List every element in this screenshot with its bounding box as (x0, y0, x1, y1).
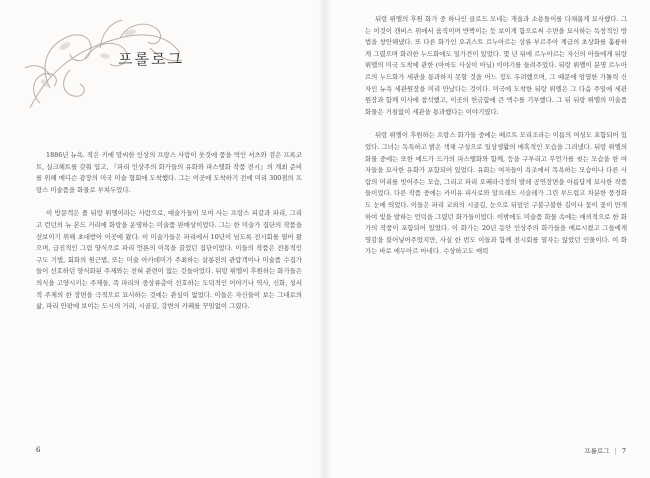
paragraph: 1886년 뉴욕. 작은 키에 맘씨한 인상의 프랑스 사람이 웃것에 품을 먹인 셔츠와 검은 프록코트, 실크해트를 갖춰 입고, 『파리 인상주의 화가들의 유화와 파스텔화 작품 전시』의 개최 준비를 위해 매디슨 광장의 미국 미술 협회에 도착했다. 그는 이곳에 도착하기 전에 미리 300점의 프랑스 미술품을 화물로 부쳐두었다. (36, 151, 302, 194)
running-head: 프롤로그 (584, 447, 610, 455)
left-text-column (36, 150, 302, 325)
right-page (325, 0, 650, 478)
running-footer (584, 446, 626, 455)
chapter-title: 프롤로그 (118, 50, 184, 68)
page-number-left: 6 (36, 446, 41, 454)
right-text-column (365, 14, 627, 270)
paragraph: 뒤랑 뤼엘의 후원 화가 중 하나인 클로드 모네는 개울과 소용돌이를 다채롭게 묘사했다. 그는 이것이 캔버스 위에서 움직이며 반짝이는 듯 보이게 함으로써 수면을 묘사하는 독창적인 방법을 창안해냈다. 또 다른 화가인 오귀스트 르누아르는 상류 부르주아 계급의 초상화를 훌륭하게 그렸으며 화려한 누드화에도 일가견이 있었다. 몇 년 뒤에 르누아르는 자신의 아들에게 뒤랑 뤼엘의 미국 도착에 관한 (아마도 사실이 아닐) 이야기를 들려주었다. 뒤랑 뤼엘이 분명 르누아르의 누드화가 세관을 통과하지 못할 것을 어느 정도 우려했으며, 그 때문에 엄열한 가톨릭 신자인 뉴욕 세관원장을 미리 만났다는 것이다. 미국에 도착한 뒤랑 뤼엘은 그 다음 주일에 세관원장과 함께 미사에 참석했고, 이곳의 헌금함에 큰 액수를 기부했다. 그 뒤 뒤랑 뤼엘의 미술품 화물은 거침없이 세관을 통과했다는 이야기였다. (365, 15, 627, 116)
paragraph: 뒤랑 뤼엘이 후원하는 프랑스 화가들 중에는 베르트 모리조라는 이름의 여성도 포함되어 있었다. 그녀는 독특하고 밝은 색채 구성으로 일상생활의 매혹적인 모습을 그려냈다. 뒤랑 뤼엘의 화물 중에는 또한 에드가 드가의 파스텔화와 함께, 등을 구부리고 무언가를 씻는 모습을 한 여자들을 묘사한 유화가 포함되어 있었다. 유화는 여자들이 욕조에서 목욕하는 모습이나 다른 사람의 머리를 빗어주는 모습, 그리고 파리 오페라극장의 발레 공연장면을 아름답게 묘사한 작품들이었다. 다른 작품 중에는 카미유 피사로와 알프레드 시슬레가 그린 부드럽고 차분한 풍경화도 눈에 띄었다. 이들은 파리 교외의 시골길, 눈으로 뒤덮인 구불구불한 길이나 꽃이 꽃이 만개하여 빛을 발하는 언덕을 그렸던 화가들이었다. 이밖에도 미술품 화물 속에는 애의적으로 한 화가의 작품이 포함되어 있었다. 이 화가는 20년 동안 인상주의 화가들을 매료시켰고 그들에게 영감을 불어넣어주었지만, 사실 한 번도 이들과 함께 전시회를 열자는 않았던 인물이다. 이 화가는 바로 에두아르 마네다. 수상하고도 매력 (365, 131, 627, 256)
paragraph: 이 방문객은 폴 뒤랑 뤼엘이라는 사람으로, 예술가들이 모여 사는 프랑스 피갈과 파리, 그리고 런던의 뉴 본드 거리에 화랑을 운영하는 미술품 판매상이었다. 그는 한 미술가 집단의 작품을 선보이기 위해 초대받아 이곳에 왔다. 이 미술가들은 파리에서 10년이 넘도록 전시회를 열어 왔으며, 급진적인 그림 양식으로 파리 언론의 이목을 끌었던 집단이었다. 이들의 작품은 전통적인 구도 기법, 회화의 원근법, 또는 미술 아카데미가 주최하는 살롱전의 관람객이나 미술품 수집가들이 선호하던 양식화된 주제와는 전혀 관련이 없는 것들이었다. 뒤랑 뤼엘이 후원하는 화가들은 의식을 고양시키는 주제들, 즉 파리의 중상류층이 선호하는 도덕적인 이야기나 역사, 신화, 성서적 주제의 한 장면을 극적으로 묘사하는 것에는 관심이 없었다. 이들은 자신들이 보는 그대로의 삶, 파리 안팎에 보이는 도시의 거리, 시골길, 강변의 카페를 꾸밈없이 그렸다. (36, 209, 302, 311)
book-gutter (318, 0, 332, 478)
page-number-right: 7 (621, 447, 626, 455)
folio-separator: | (614, 447, 617, 455)
